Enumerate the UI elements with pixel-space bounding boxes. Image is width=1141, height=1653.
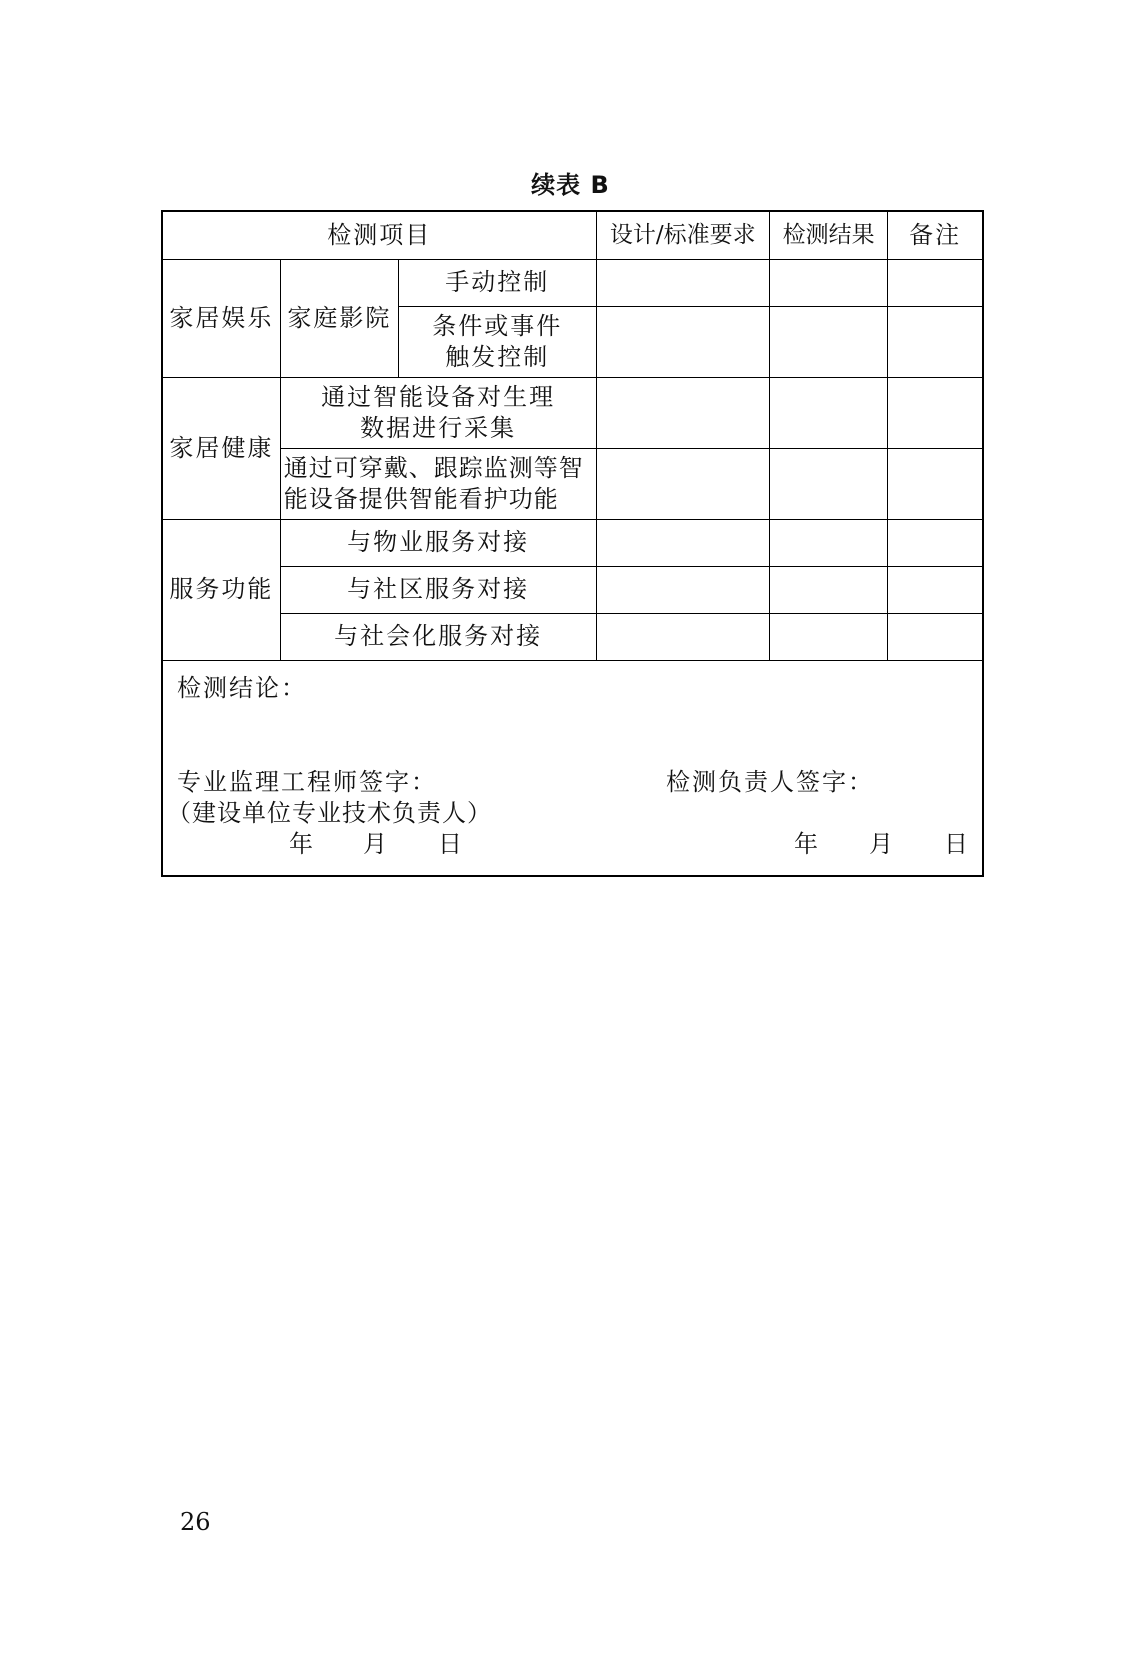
table-row bbox=[162, 566, 983, 613]
inspection-table bbox=[161, 210, 984, 877]
requirement-cell[interactable] bbox=[596, 259, 769, 306]
result-cell[interactable] bbox=[769, 613, 887, 660]
conclusion-row bbox=[162, 660, 983, 876]
note-cell[interactable] bbox=[888, 448, 983, 519]
requirement-cell[interactable] bbox=[596, 377, 769, 448]
tester-date-year: 年 bbox=[794, 829, 820, 858]
header-row bbox=[162, 211, 983, 259]
item-cell: 通过智能设备对生理数据进行采集 bbox=[280, 377, 596, 448]
result-cell[interactable] bbox=[769, 519, 887, 566]
table-row bbox=[162, 259, 983, 306]
header-note: 备注 bbox=[888, 211, 983, 259]
item-cell: 通过可穿戴、跟踪监测等智能设备提供智能看护功能 bbox=[280, 448, 596, 519]
requirement-cell[interactable] bbox=[596, 613, 769, 660]
conclusion-cell[interactable] bbox=[162, 660, 983, 876]
subcategory-cell: 家庭影院 bbox=[280, 259, 398, 377]
note-cell[interactable] bbox=[888, 377, 983, 448]
supervisor-note: （建设单位专业技术负责人） bbox=[167, 798, 492, 827]
conclusion-label: 检测结论： bbox=[177, 673, 307, 702]
item-cell: 与社区服务对接 bbox=[280, 566, 596, 613]
header-result: 检测结果 bbox=[769, 211, 887, 259]
note-cell[interactable] bbox=[888, 566, 983, 613]
requirement-cell[interactable] bbox=[596, 519, 769, 566]
table-row bbox=[162, 519, 983, 566]
header-requirement: 设计/标准要求 bbox=[596, 211, 769, 259]
result-cell[interactable] bbox=[769, 259, 887, 306]
result-cell[interactable] bbox=[769, 306, 887, 377]
tester-date-month: 月 bbox=[869, 829, 895, 858]
page-number: 26 bbox=[180, 1508, 211, 1536]
table-title: 续表 B bbox=[531, 171, 610, 199]
category-cell: 家居健康 bbox=[162, 377, 280, 519]
table-row bbox=[162, 448, 983, 519]
item-cell: 手动控制 bbox=[399, 259, 596, 306]
item-cell: 条件或事件触发控制 bbox=[399, 306, 596, 377]
table-row bbox=[162, 613, 983, 660]
note-cell[interactable] bbox=[888, 306, 983, 377]
supervisor-date-day: 日 bbox=[438, 829, 464, 858]
supervisor-sign-label: 专业监理工程师签字： bbox=[177, 767, 437, 796]
note-cell[interactable] bbox=[888, 519, 983, 566]
tester-sign-label: 检测负责人签字： bbox=[666, 767, 874, 796]
supervisor-date-month: 月 bbox=[363, 829, 389, 858]
result-cell[interactable] bbox=[769, 377, 887, 448]
category-cell: 服务功能 bbox=[162, 519, 280, 660]
note-cell[interactable] bbox=[888, 259, 983, 306]
supervisor-date-year: 年 bbox=[289, 829, 315, 858]
item-cell: 与社会化服务对接 bbox=[280, 613, 596, 660]
requirement-cell[interactable] bbox=[596, 448, 769, 519]
requirement-cell[interactable] bbox=[596, 566, 769, 613]
requirement-cell[interactable] bbox=[596, 306, 769, 377]
result-cell[interactable] bbox=[769, 448, 887, 519]
item-cell: 与物业服务对接 bbox=[280, 519, 596, 566]
note-cell[interactable] bbox=[888, 613, 983, 660]
result-cell[interactable] bbox=[769, 566, 887, 613]
tester-date-day: 日 bbox=[944, 829, 970, 858]
category-cell: 家居娱乐 bbox=[162, 259, 280, 377]
table-row bbox=[162, 377, 983, 448]
header-item: 检测项目 bbox=[162, 211, 596, 259]
